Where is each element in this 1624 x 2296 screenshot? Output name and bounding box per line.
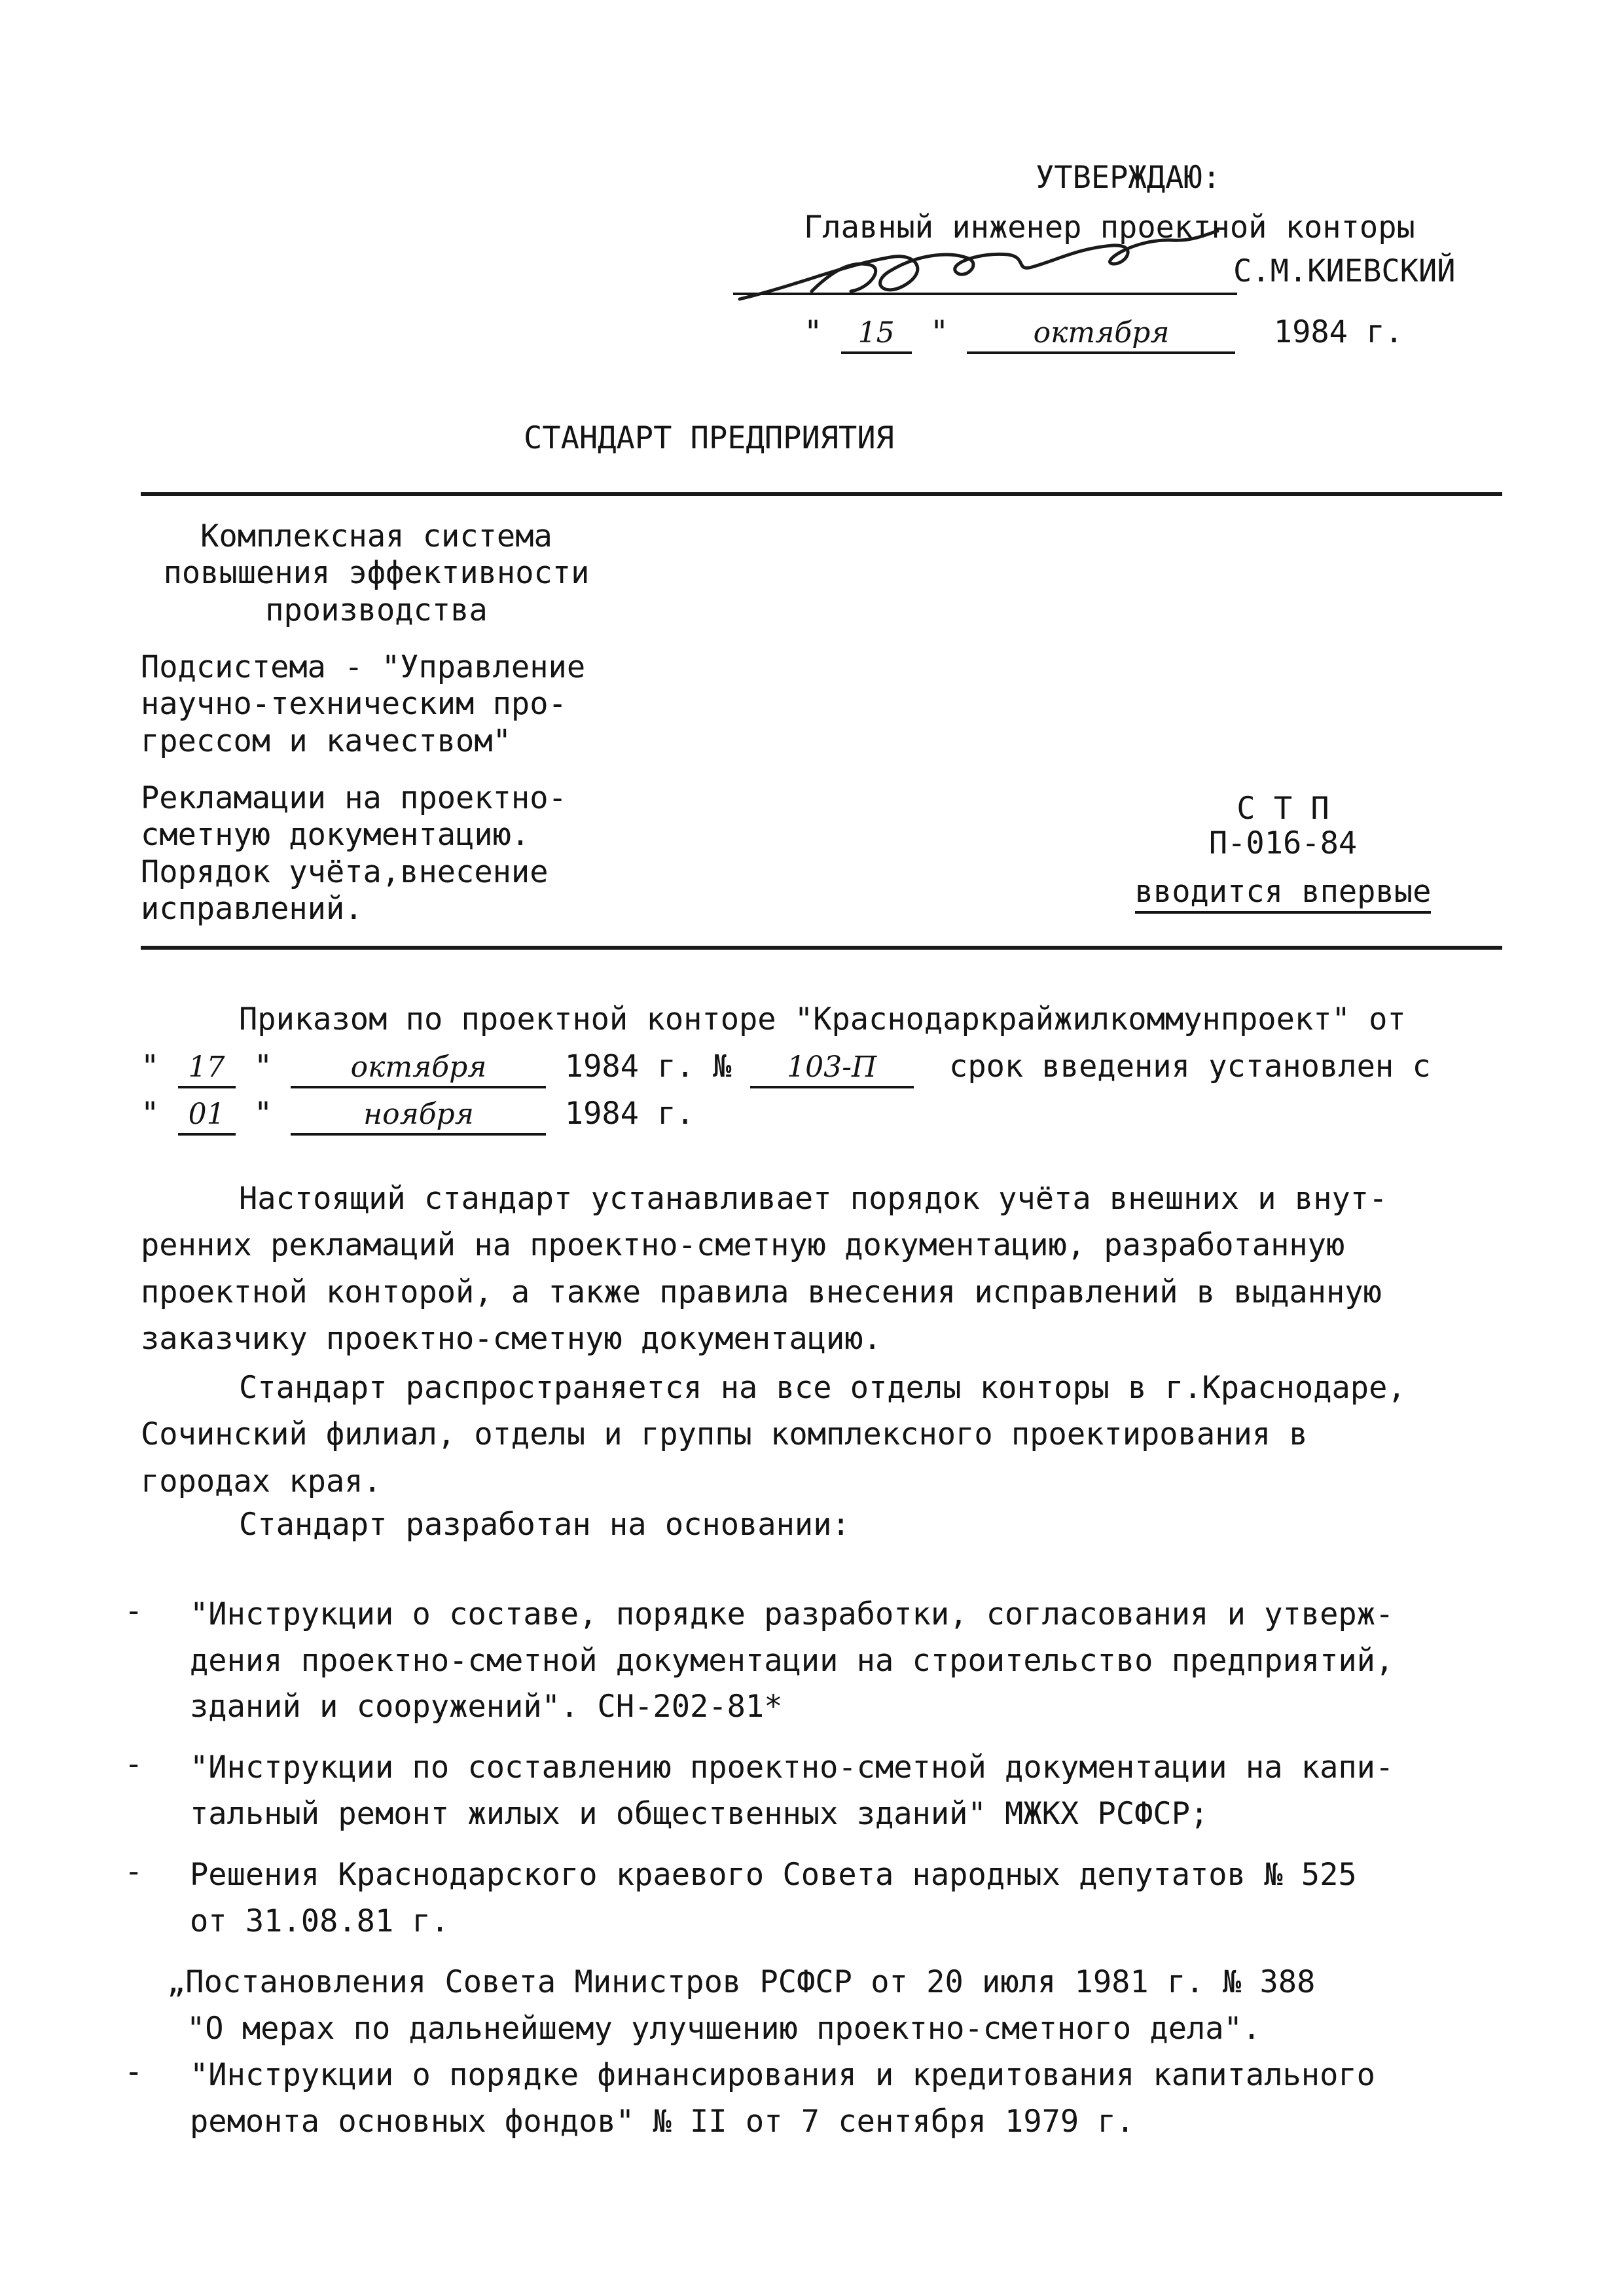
approval-day: 15 xyxy=(841,319,912,354)
approval-position: Главный инженер проектной конторы xyxy=(804,209,1415,245)
list-marker: - xyxy=(124,1593,143,1629)
start-year: 1984 г. xyxy=(564,1096,695,1132)
classification-block-system xyxy=(141,518,612,629)
text-line: грессом и качеством" xyxy=(141,723,511,759)
text-line: тальный ремонт жилых и общественных зданий" МЖКХ РСФСР; xyxy=(190,1795,1209,1832)
text-line: повышения эффективности xyxy=(163,555,590,592)
text-line: "Инструкции по составлению проектно-сметной документации на капи- xyxy=(190,1749,1394,1785)
approval-name: С.М.КИЕВСКИЙ xyxy=(1233,253,1456,289)
order-line-3 xyxy=(141,1094,695,1136)
order-day: 17 xyxy=(178,1053,236,1088)
classification-block-subsystem xyxy=(141,649,638,760)
list-marker: - xyxy=(124,2054,143,2090)
text-line: заказчику проектно-сметную документацию. xyxy=(141,1321,882,1357)
text-line: исправлений. xyxy=(141,891,363,927)
quote-mark: " xyxy=(141,1096,160,1132)
paragraph-scope xyxy=(141,1365,1470,1505)
approval-month: октября xyxy=(967,319,1235,354)
text-line: от 31.08.81 г. xyxy=(190,1903,450,1939)
bottom-rule xyxy=(141,946,1502,950)
order-line-1: Приказом по проектной конторе "Краснодаркрайжилкоммунпроект" от xyxy=(239,1001,1406,1037)
start-month: ноября xyxy=(291,1100,546,1136)
text-line: зданий и сооружений". СН-202-81* xyxy=(190,1689,783,1725)
approval-title: УТВЕРЖДАЮ: xyxy=(1036,160,1221,196)
text-line: "Инструкции о порядке финансирования и кредитования капитального xyxy=(190,2057,1375,2093)
classification-block-subject xyxy=(141,780,638,928)
standard-code-number: П-016-84 xyxy=(1208,825,1358,861)
text-line: проектной конторой, а также правила внесения исправлений в выданную xyxy=(141,1274,1382,1310)
text-line: Стандарт распространяется на все отделы конторы в г.Краснодаре, xyxy=(239,1370,1406,1406)
text-line: Подсистема - "Управление xyxy=(141,649,586,685)
paragraph-basis-intro: Стандарт разработан на основании: xyxy=(239,1507,850,1543)
order-month: октября xyxy=(291,1053,546,1088)
list-marker: - xyxy=(124,1746,143,1782)
text-line: Комплексная система xyxy=(200,518,552,554)
text-line: "Инструкции о составе, порядке разработки, согласования и утверж- xyxy=(190,1596,1394,1632)
text-line: городах края. xyxy=(141,1463,382,1499)
order-number: 103-П xyxy=(750,1053,914,1088)
text-line: Настоящий стандарт устанавливает порядок учёта внешних и внут- xyxy=(239,1181,1388,1217)
approval-year: 1984 г. xyxy=(1273,314,1403,350)
text-line: Рекламации на проектно- xyxy=(141,780,567,816)
text-line: сметную документацию. xyxy=(141,817,530,853)
text-line: Порядок учёта,внесение xyxy=(141,853,549,890)
handwritten-signature xyxy=(720,226,1244,311)
quote-mark: " xyxy=(804,314,823,350)
approval-date xyxy=(804,313,1403,354)
text-line: „Постановления Совета Министров РСФСР от 20 июля 1981 г. № 388 xyxy=(167,1964,1316,2000)
page-title: СТАНДАРТ ПРЕДПРИЯТИЯ xyxy=(524,420,894,456)
list-marker: - xyxy=(124,1854,143,1890)
quote-mark: " xyxy=(141,1049,160,1085)
quote-mark: " xyxy=(929,314,949,350)
top-rule xyxy=(141,492,1502,496)
text-line: Сочинский филиал, отделы и группы комплексного проектирования в xyxy=(141,1416,1308,1453)
order-line-2 xyxy=(141,1047,1431,1088)
text-line: ремонта основных фондов" № II от 7 сентября 1979 г. xyxy=(190,2103,1135,2140)
standard-code-letters: С Т П xyxy=(1236,791,1329,827)
text-line: Решения Краснодарского краевого Совета народных депутатов № 525 xyxy=(190,1857,1357,1893)
order-year: 1984 г. № xyxy=(564,1049,732,1085)
standard-code xyxy=(1113,792,1453,914)
quote-mark: " xyxy=(253,1096,273,1132)
text-line: производства xyxy=(265,592,488,628)
paragraph-purpose xyxy=(141,1175,1470,1363)
text-line: дения проектно-сметной документации на строительство предприятий, xyxy=(190,1642,1394,1679)
order-rest: срок введения установлен с xyxy=(949,1049,1431,1085)
start-day: 01 xyxy=(178,1100,236,1136)
standard-status: вводится впервые xyxy=(1135,876,1432,914)
text-line: научно-техническим про- xyxy=(141,686,567,723)
text-line: "О мерах по дальнейшему улучшению проектно-сметного дела". xyxy=(187,2010,1261,2047)
text-line: ренних рекламаций на проектно-сметную документацию, разработанную xyxy=(141,1227,1345,1264)
quote-mark: " xyxy=(253,1049,273,1085)
